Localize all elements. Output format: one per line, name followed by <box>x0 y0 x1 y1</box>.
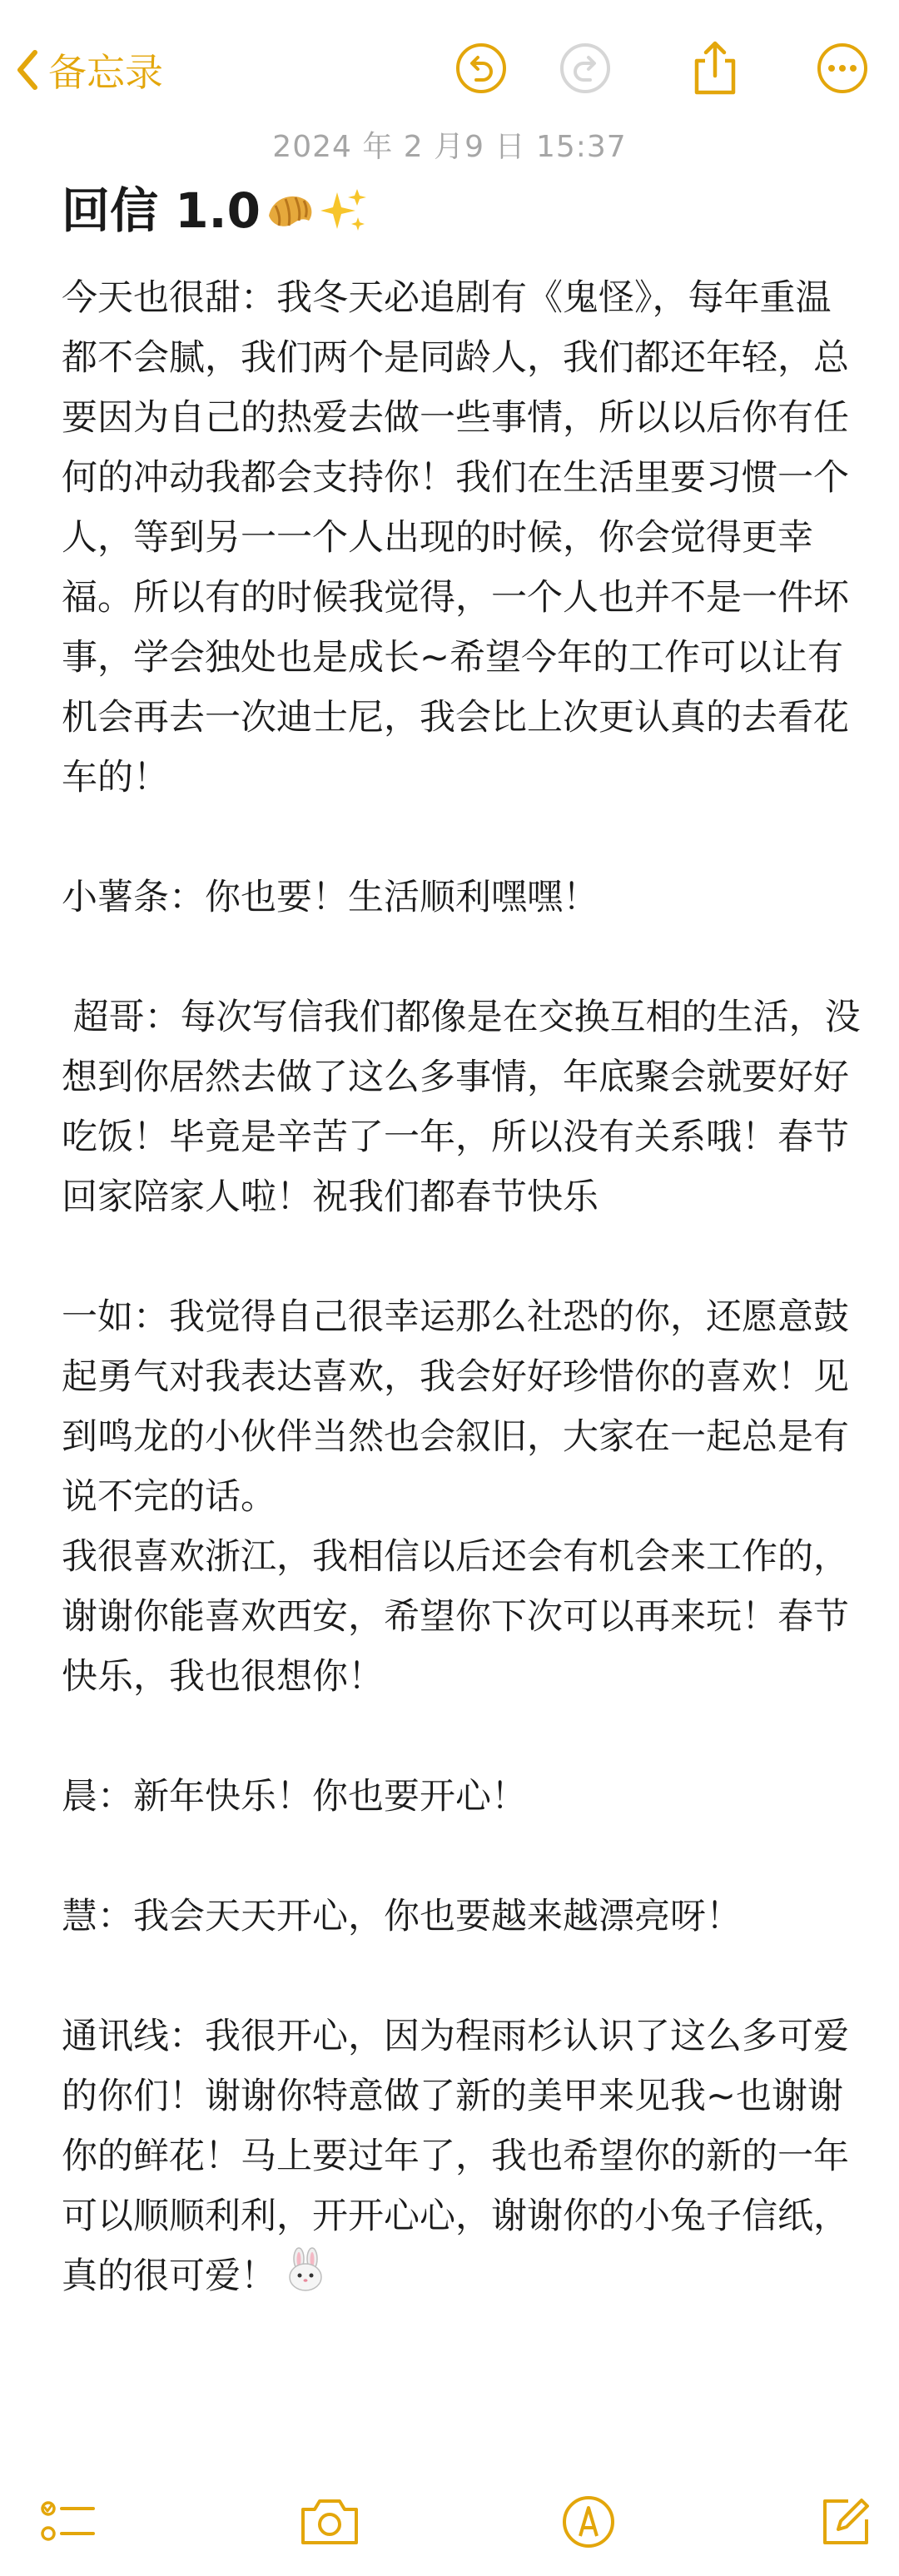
paragraph-6: 慧：我会天天开心，你也要越来越漂亮呀！ <box>62 1896 742 1937</box>
blank-line <box>62 1227 861 1287</box>
sparkles-emoji <box>319 186 369 236</box>
back-button[interactable] <box>15 40 163 100</box>
back-button-label: 备忘录 <box>48 50 163 95</box>
redo-icon <box>559 42 612 95</box>
chevron-left-icon <box>15 49 40 91</box>
paragraph-7-text: 通讯线：我很开心，因为程雨杉认识了这么多可爱的你们！谢谢你特意做了新的美甲来见我~也谢谢你的鲜花！马上要过年了，我也希望你的新的一年可以顺顺利利，开开心心，谢谢你的小兔子信纸，真的很可爱！ <box>62 2016 849 2297</box>
paragraph-5: 晨：新年快乐！你也要开心！ <box>62 1776 527 1818</box>
blank-line <box>62 1707 861 1767</box>
compose-button[interactable] <box>812 2489 879 2555</box>
share-icon <box>690 39 740 97</box>
note-text[interactable] <box>62 268 861 2310</box>
rabbit-emoji <box>283 2247 328 2310</box>
more-icon <box>816 42 869 95</box>
note-body[interactable] <box>62 175 861 2310</box>
blank-line <box>62 927 861 987</box>
paragraph-3: 超哥：每次写信我们都像是在交换互相的生活，没想到你居然去做了这么多事情，年底聚会就要好好吃饭！毕竟是辛苦了一年，所以没有关系哦！春节回家陪家人啦！祝我们都春节快乐 <box>62 997 861 1218</box>
paragraph-4: 一如：我觉得自己很幸运那么社恐的你，还愿意鼓起勇气对我表达喜欢，我会好好珍惜你的喜欢！见到鸣龙的小伙伴当然也会叙旧，大家在一起总是有说不完的话。 我很喜欢浙江，我相信以后还会有机会来工作的，谢谢你能喜欢西安，希望你下次可以再来玩！春节快乐，我也很想你！ <box>62 1296 849 1698</box>
checklist-button[interactable] <box>37 2489 103 2555</box>
undo-icon <box>454 42 508 95</box>
blank-line <box>62 808 861 868</box>
redo-button[interactable] <box>555 38 615 98</box>
paragraph-2: 小薯条：你也要！生活顺利嘿嘿！ <box>62 877 599 918</box>
undo-button[interactable] <box>451 38 511 98</box>
checklist-icon <box>40 2495 100 2549</box>
share-button[interactable] <box>685 38 745 98</box>
paragraph-1: 今天也很甜：我冬天必追剧有《鬼怪》，每年重温都不会腻，我们两个是同龄人，我们都还年轻，总要因为自己的热爱去做一些事情，所以以后你有任何的冲动我都会支持你！我们在生活里要习惯一个人，等到另一一个人出现的时候，你会觉得更幸福。所以有的时候我觉得，一个人也并不是一件坏事，学会独处也是成长~希望今年的工作可以让有机会再去一次迪士尼，我会比上次更认真的去看花车的！ <box>62 277 849 798</box>
nav-bar <box>0 0 899 133</box>
camera-icon <box>298 2496 361 2548</box>
croissant-emoji <box>264 187 315 234</box>
paragraph-7 <box>62 2007 861 2310</box>
compose-icon <box>818 2494 873 2549</box>
blank-line <box>62 1827 861 1887</box>
blank-line <box>62 1947 861 2007</box>
markup-icon <box>561 2494 616 2549</box>
more-button[interactable] <box>812 38 872 98</box>
camera-button[interactable] <box>296 2489 363 2555</box>
note-title[interactable] <box>62 175 861 246</box>
bottom-toolbar <box>0 2477 899 2569</box>
note-title-text: 回信 1.0 <box>62 182 261 239</box>
note-timestamp: 2024 年 2 月9 日 15:37 <box>272 130 627 164</box>
markup-button[interactable] <box>555 2489 622 2555</box>
